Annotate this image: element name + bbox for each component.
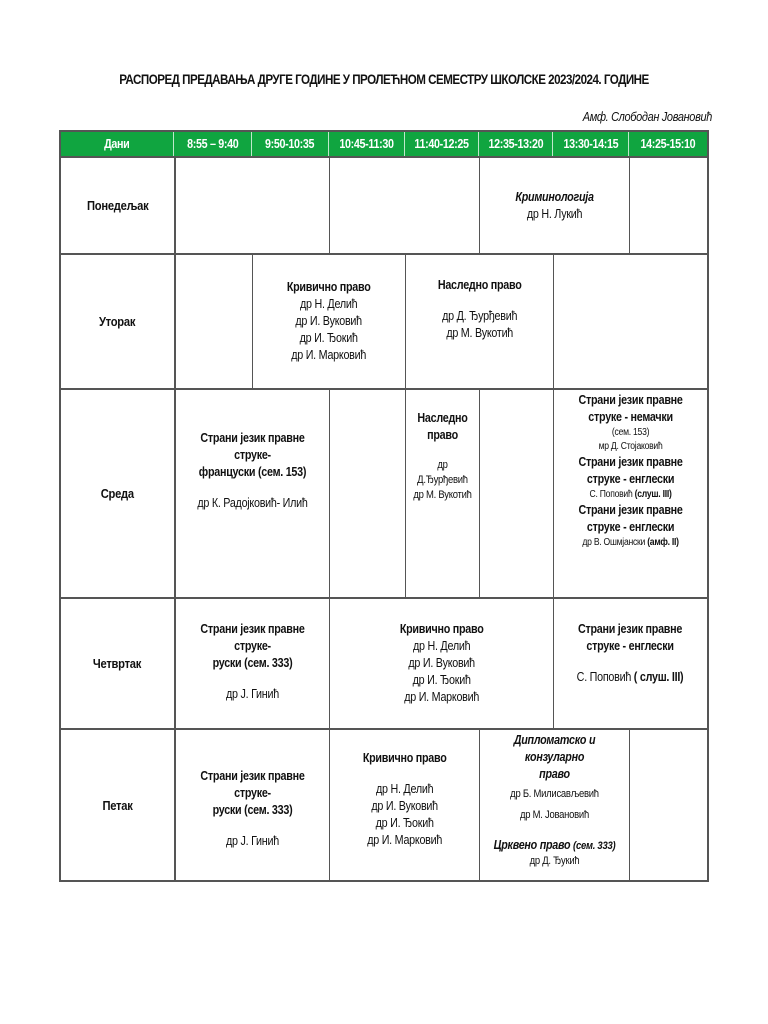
professor-name: др Н. Делић [412,639,471,653]
class-cell-criminal-law [330,730,479,880]
course-title: руски [212,803,242,817]
professor-name: С. Поповић [589,489,633,500]
header-slot-6: 13:30-14:15 [553,132,629,156]
professor-name: др Н. Делић [375,782,434,796]
room-label: (сем. 333) [244,656,293,670]
course-title: руски [212,656,242,670]
header-slot-1: 8:55 – 9:40 [174,132,252,156]
professor-name: др В. Ошмјански [582,537,645,548]
class-cell-inheritance-law [406,255,553,388]
header-slot-5: 12:35-13:20 [479,132,553,156]
class-cell-french [176,390,329,597]
class-cell-russian [176,730,329,880]
professor-name: др И. Ђокић [412,673,471,687]
day-thursday: Четвртак [93,656,142,671]
course-title: Црквено право [493,838,571,852]
course-title: француски [198,465,256,479]
day-tuesday: Уторак [99,314,136,329]
course-title: Кривично право [287,280,371,294]
class-cell-foreign-languages [554,390,707,597]
header-slot-7: 14:25-15:10 [629,132,707,156]
class-cell-criminology [480,158,629,253]
room-label: (слуш. III) [634,489,672,500]
room-label: (сем. 333) [573,840,616,852]
professor-name: др И. Ђокић [299,331,359,345]
header-slot-3: 10:45-11:30 [329,132,405,156]
professor-name: др И. Ђокић [375,816,434,830]
course-title: струке - енглески [586,520,675,534]
professor-name: др И. Марковић [367,833,442,847]
course-title: Кривично право [399,622,484,636]
header-slot-4: 11:40-12:25 [405,132,479,156]
cell-divider [329,158,330,253]
cell-divider [629,730,630,880]
professor-name: мр Д. Стојаковић [598,441,663,452]
course-title: Наследно [417,411,468,425]
cell-divider [629,158,630,253]
professor-name: др Ј. Гинић [226,687,279,701]
room-label: (сем. 153) [257,465,307,479]
class-cell-criminal-law [253,255,405,388]
header-slot-2: 9:50-10:35 [252,132,329,156]
professor-name: С. Поповић [577,670,632,684]
cell-divider [479,390,480,597]
professor-name: др И. Марковић [291,348,367,362]
schedule-table [59,130,709,882]
professor-name: др И. Вуковић [371,799,438,813]
header-days: Дани [61,132,174,156]
course-title: Наследно право [437,278,522,292]
course-title: струке - енглески [586,472,675,486]
course-title: Дипломатско и конзуларно [513,733,596,764]
room-label: ( слуш. III) [634,670,684,684]
course-title: право [539,767,570,781]
page-title: РАСПОРЕД ПРЕДАВАЊА ДРУГЕ ГОДИНЕ У ПРОЛЕЋНОМ СЕМЕСТРУ ШКОЛСКЕ 2023/2024. ГОДИНЕ [119,72,649,87]
course-title: Страни језик правне [578,455,683,469]
professor-name: др Н. Делић [300,297,358,311]
course-title: струке - немачки [588,410,673,424]
room-label: (сем. 153) [611,427,650,438]
professor-name: др М. Јовановић [520,809,589,821]
professor-name: др М. Вукотић [413,489,472,501]
professor-name: др К. Радојковић- Илић [197,496,308,510]
professor-name: др Б. Милисављевић [510,788,599,800]
course-title: право [427,428,458,442]
room-label: (сем. 333) [244,803,293,817]
course-title: Страни језик правне струке- [200,769,305,800]
room-label: (амф. II) [647,537,679,548]
professor-name: др Д. Ђурђевић [441,309,518,323]
course-title: Криминологија [515,189,594,204]
cell-divider [553,255,554,388]
class-cell-russian [176,599,329,728]
professor-name: др М. Вукотић [446,326,513,340]
course-title: Страни језик правне струке- [200,622,305,653]
professor-name: др Ј. Гинић [226,834,279,848]
class-cell-inheritance-law [406,390,479,597]
cell-divider [329,390,330,597]
professor-name: др И. Вуковић [295,314,363,328]
day-wednesday: Среда [100,486,135,501]
course-title: струке - енглески [586,639,675,653]
day-monday: Понедељак [86,198,149,213]
course-title: Страни језик правне [578,622,683,636]
course-title: Кривично право [362,751,447,765]
class-cell-english [554,599,707,728]
day-friday: Петак [102,797,133,813]
course-title: Страни језик правне струке- [200,431,305,462]
professor-name: др Н. Лукић [526,206,583,221]
class-cell-diplomatic-law [480,730,629,880]
venue-label: Амф. Слободан Јовановић [582,110,712,124]
professor-name: др Д.Ђурђевић [417,459,468,486]
course-title: Страни језик правне [578,393,683,407]
course-title: Страни језик правне [578,503,683,517]
professor-name: др И. Вуковић [408,656,475,670]
professor-name: др И. Марковић [404,690,479,704]
professor-name: др Д. Ђукић [529,855,580,867]
class-cell-criminal-law [330,599,553,728]
